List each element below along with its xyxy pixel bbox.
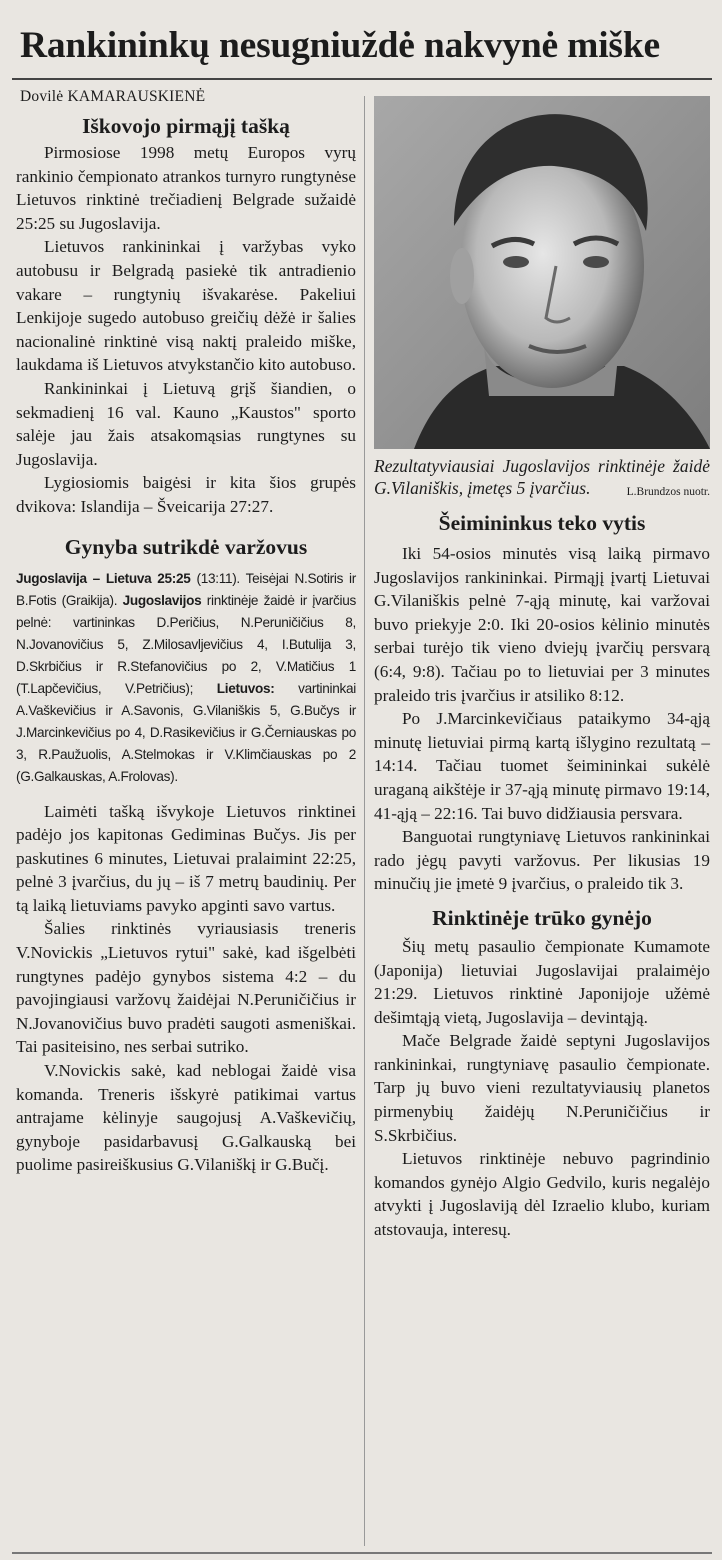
player-photo [374,96,710,449]
match-facts [16,568,356,788]
paragraph: Po J.Marcinkevičiaus pataikymo 34-ąją minutę lietuviai pirmą kartą išlygino rezultatą – 14:14. Tačiau tuomet šeimininkai sukėlė uraganą aikštėje ir 37-ąją minutę pirmavo 19:14, 41-ąją – 22:16. Tai buvo didžiausia persvara. [374,709,710,823]
facts-bold: Jugoslavijos [122,592,202,608]
photo-credit: L.Brundzos nuotr. [626,486,710,498]
headline: Rankininkų nesugniuždė nakvynė miške [20,25,660,66]
facts-text: rinktinėje žaidė ir įvarčius pelnė: vartininkas D.Peričius, N.Peruničičius 8, N.Jovanovičius 5, Z.Milosavljevičius 4, I.Butulija 3, D.Skrbičius ir R.Stefanovičius po 2, V.Matičius 1 (T.Lapčevičius, V.Petričius); [16,592,357,696]
subheading-defense: Gynyba sutrikdė varžovus [64,534,308,559]
paragraph: Šalies rinktinės vyriausiasis treneris V.Novickis „Lietuvos rytui" sakė, kad išgelbėti rungtynes padėjo gynybos sistema 4:2 – du pavojingiausi varžovų žaidėjai N.Peruničičius ir N.Jovanovičius buvo pradėti saugoti asmeniškai. Tai pasiteisino, nes serbai sutriko. [16,919,356,1057]
bottom-rule [12,1552,712,1554]
facts-text: vartininkai A.Vaškevičius ir A.Savonis, G.Vilaniškis 5, G.Bučys ir J.Marcinkevičius po 4, D.Rasikevičius ir G.Černiauskas po 3, R.Paužuolis, A.Stelmokas ir V.Klimčiauskas po 2 (G.Galkauskas, A.Frolovas). [16,680,356,784]
paragraph: Laimėti tašką išvykoje Lietuvos rinktinei padėjo jos kapitonas Gediminas Bučys. Jis per paskutines 6 minutes, Lietuvai pralaimint 22:25, pelnė 3 įvarčius, du jų – iš 7 metrų baudinių. Per tą laiką lietuviams pavyko apginti savo vartus. [16,801,356,915]
subheading-chase: Šeimininkus teko vytis [438,511,646,535]
paragraph: Mače Belgrade žaidė septyni Jugoslavijos rankininkai, rungtyniavę pasaulio čempionate. Tarp jų buvo vieni rezultatyviausių planetos pirmenybių žaidėjų N.Peruničičius ir S.Skrbičius. [374,1031,710,1145]
byline [20,86,356,108]
paragraph: Lygiosiomis baigėsi ir kita šios grupės dvikova: Islandija – Šveicarija 27:27. [16,473,356,516]
byline-surname: KAMARAUSKIENĖ [67,88,206,105]
paragraph: Šių metų pasaulio čempionate Kumamote (Japonija) lietuviai Jugoslavijai pralaimėjo 21:29. Lietuvos rinktinė Japonijoje užėmė dešimtąją vietą, Jugoslavija – devintąją. [374,936,710,1027]
subheading-defender: Rinktinėje trūko gynėjo [432,905,652,930]
paragraph: Lietuvos rankininkai į varžybas vyko autobusu ir Belgradą pasiekė tik antradienio vakare – rungtynių išvakarėse. Pakeliui Lenkijoje sugedo autobuso greičių dėžė ir šalies nacionalinė rinktinė visą naktį praleido miške, laukdama iš Lietuvos atvykstančio kito autobuso. [16,237,356,375]
facts-bold: Jugoslavija – Lietuva 25:25 [16,570,191,586]
paragraph: Lietuvos rinktinėje nebuvo pagrindinio komandos gynėjo Algio Gedvilo, kuris negalėjo atvykti į Jugoslaviją dėl Izraelio klubo, kuriam atstovauja, interesų. [374,1149,710,1240]
photo-caption [374,455,710,499]
paragraph: Rankininkai į Lietuvą grįš šiandien, o sekmadienį 16 val. Kauno „Kaustos" sporto salėje jau žais atsakomąsias rungtynes su Jugoslavija. [16,378,356,469]
subheading-point: Iškovojo pirmąjį tašką [82,114,290,138]
right-column [374,96,710,1242]
top-rule [12,78,712,80]
left-column [16,86,356,1177]
paragraph: V.Novickis sakė, kad neblogai žaidė visa komanda. Treneris išskyrė patikimai vartus antrajame kėlinyje saugojusį A.Vaškevičių, gynyboje pasidarbavusį G.Galkauską bei puolime pasireiškusius G.Vilaniškį ir G.Bučį. [16,1061,356,1175]
column-divider [364,96,365,1546]
facts-text: (13:11). Teisėjai N.Sotiris ir B.Fotis (Graikija). [16,570,356,608]
caption-text: Rezultatyviausiai Jugoslavijos rinktinėje žaidė G.Vilaniškis, įmetęs 5 įvarčius. [374,456,710,498]
facts-bold: Lietuvos: [216,680,275,696]
byline-first-name: Dovilė [20,88,64,105]
paragraph: Iki 54-osios minutės visą laiką pirmavo Jugoslavijos rankininkai. Pirmąjį įvartį Lietuvai G.Vilaniškis pelnė 7-ąją minutę, kai varžovai buvo priekyje 2:0. Iki 20-osios kėlinio minutės serbai turėjo tik vieno dviejų įvarčių persvarą (6:4, 9:8). Tačiau po to lietuviai per 3 minutes praleido tris įvarčius ir atsiliko 8:12. [374,544,710,705]
paragraph: Banguotai rungtyniavę Lietuvos rankininkai rado jėgų pavyti varžovus. Per likusias 19 minučių jie įmetė 9 įvarčius, o praleido tik 3. [374,827,710,894]
portrait-illustration [374,96,710,449]
paragraph: Pirmosiose 1998 metų Europos vyrų rankinio čempionato atrankos turnyro rungtynėse Lietuvos rinktinė trečiadienį Belgrade sužaidė 25:25 su Jugoslavija. [16,143,356,233]
